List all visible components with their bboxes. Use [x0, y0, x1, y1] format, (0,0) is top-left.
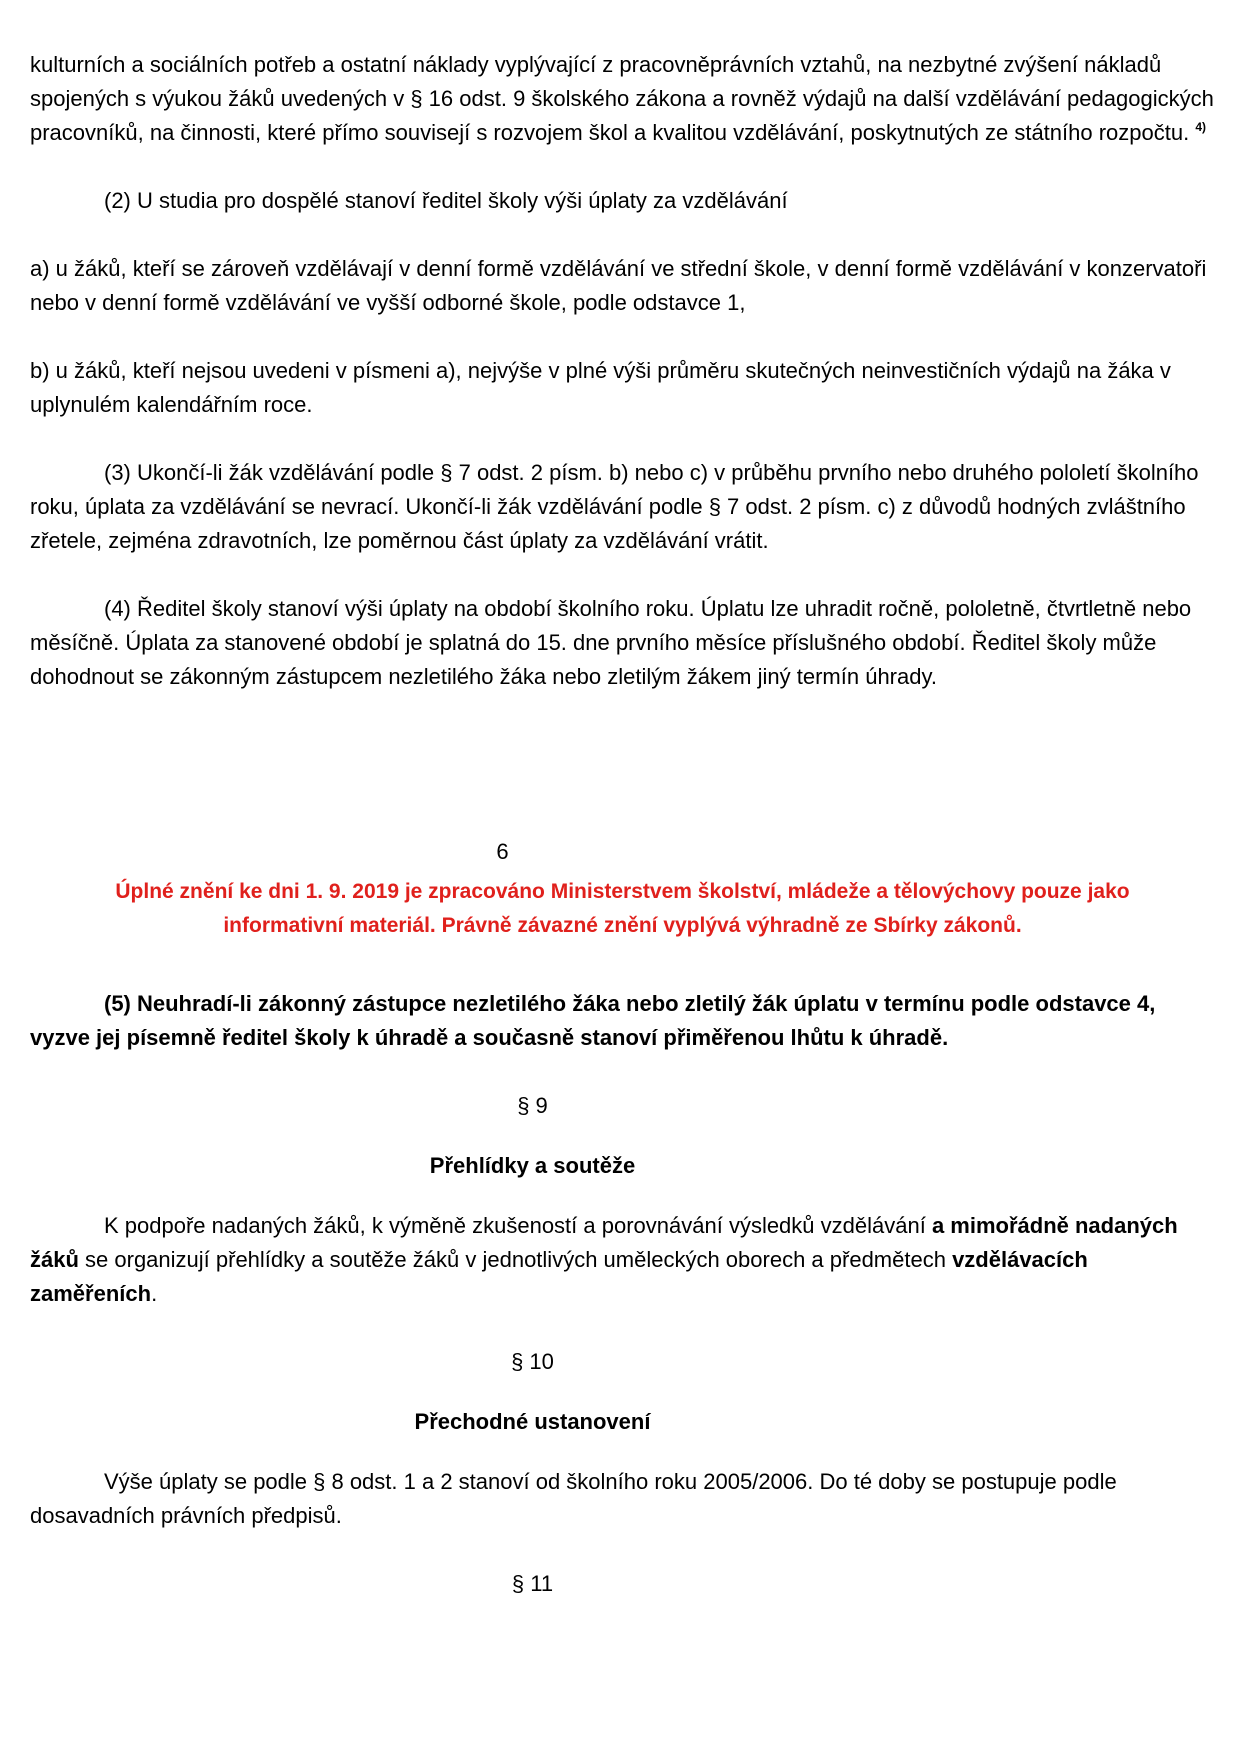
paragraph-11-number: § 11: [511, 1571, 554, 1596]
section-5: (5) Neuhradí-li zákonný zástupce nezletilého žáka nebo zletilý žák úplatu v termínu podle odstavce 4, vyzve jej písemně ředitel školy k úhradě a současně stanoví přiměřenou lhůtu k úhradě.: [30, 991, 1156, 1050]
document-page-top: [30, 48, 1215, 694]
section-4: (4) Ředitel školy stanoví výši úplaty na období školního roku. Úplatu lze uhradit ročně, pololetně, čtvrtletně nebo měsíčně. Úplata za stanovené období je splatná do 15. dne prvního měsíce příslušného období. Ředitel školy může dohodnout se zákonným zástupcem nezletilého žáka nebo zletilým žákem jiný termín úhrady.: [30, 596, 1192, 689]
paragraph-10-text: Výše úplaty se podle § 8 odst. 1 a 2 stanoví od školního roku 2005/2006. Do té doby se postupuje podle dosavadních právních předpisů.: [30, 1469, 1117, 1528]
page-number: 6: [496, 839, 509, 864]
section-2-lead: (2) U studia pro dospělé stanoví ředitel školy výši úplaty za vzdělávání: [104, 188, 788, 213]
section-2-item-b: b) u žáků, kteří nejsou uvedeni v písmeni a), nejvýše v plné výši průměru skutečných neinvestičních výdajů na žáka v uplynulém kalendářním roce.: [30, 358, 1171, 417]
paragraph-10-number: § 10: [511, 1349, 554, 1374]
legal-notice-line-1: Úplné znění ke dni 1. 9. 2019 je zpracováno Ministerstvem školství, mládeže a tělovýchovy pouze jako: [115, 880, 1130, 903]
paragraph-9-text-mid: se organizují přehlídky a soutěže žáků v jednotlivých uměleckých oborech a předmětech: [78, 1247, 953, 1272]
intro-paragraph: [30, 48, 1215, 150]
footnote-ref[interactable]: 4): [1195, 120, 1207, 134]
paragraph-10-title: Přechodné ustanovení: [414, 1409, 651, 1434]
section-2-item-a: a) u žáků, kteří se zároveň vzdělávají v denní formě vzdělávání ve střední škole, v denní formě vzdělávání v konzervatoři nebo v denní formě vzdělávání ve vyšší odborné škole, podle odstavce 1,: [30, 256, 1207, 315]
paragraph-9-text-end: .: [151, 1281, 158, 1306]
paragraph-9-text-start: K podpoře nadaných žáků, k výměně zkušeností a porovnávání výsledků vzdělávání: [104, 1213, 932, 1238]
paragraph-9-number: § 9: [517, 1093, 548, 1118]
legal-notice: [30, 875, 1215, 943]
document-page-bottom: [30, 987, 1215, 1601]
paragraph-9-bold-1: a mimořádně nadaných žáků: [30, 1213, 1178, 1272]
paragraph-9-title: Přehlídky a soutěže: [429, 1153, 636, 1178]
paragraph-9-text: [30, 1209, 1215, 1311]
intro-text: kulturních a sociálních potřeb a ostatní náklady vyplývající z pracovněprávních vztahů, na nezbytné zvýšení nákladů spojených s výukou žáků uvedených v § 16 odst. 9 školského zákona a rovněž výdajů na další vzdělávání pedagogických pracovníků, na činnosti, které přímo souvisejí s rozvojem škol a kvalitou vzdělávání, poskytnutých ze státního rozpočtu.: [30, 52, 1214, 145]
legal-notice-line-2: informativní materiál. Právně závazné znění vyplývá výhradně ze Sbírky zákonů.: [223, 914, 1022, 937]
section-3: (3) Ukončí-li žák vzdělávání podle § 7 odst. 2 písm. b) nebo c) v průběhu prvního nebo druhého pololetí školního roku, úplata za vzdělávání se nevrací. Ukončí-li žák vzdělávání podle § 7 odst. 2 písm. c) z důvodů hodných zvláštního zřetele, zejména zdravotních, lze poměrnou část úplaty za vzdělávání vrátit.: [30, 460, 1199, 553]
paragraph-9-bold-2: vzdělávacích zaměřeních: [30, 1247, 1088, 1306]
